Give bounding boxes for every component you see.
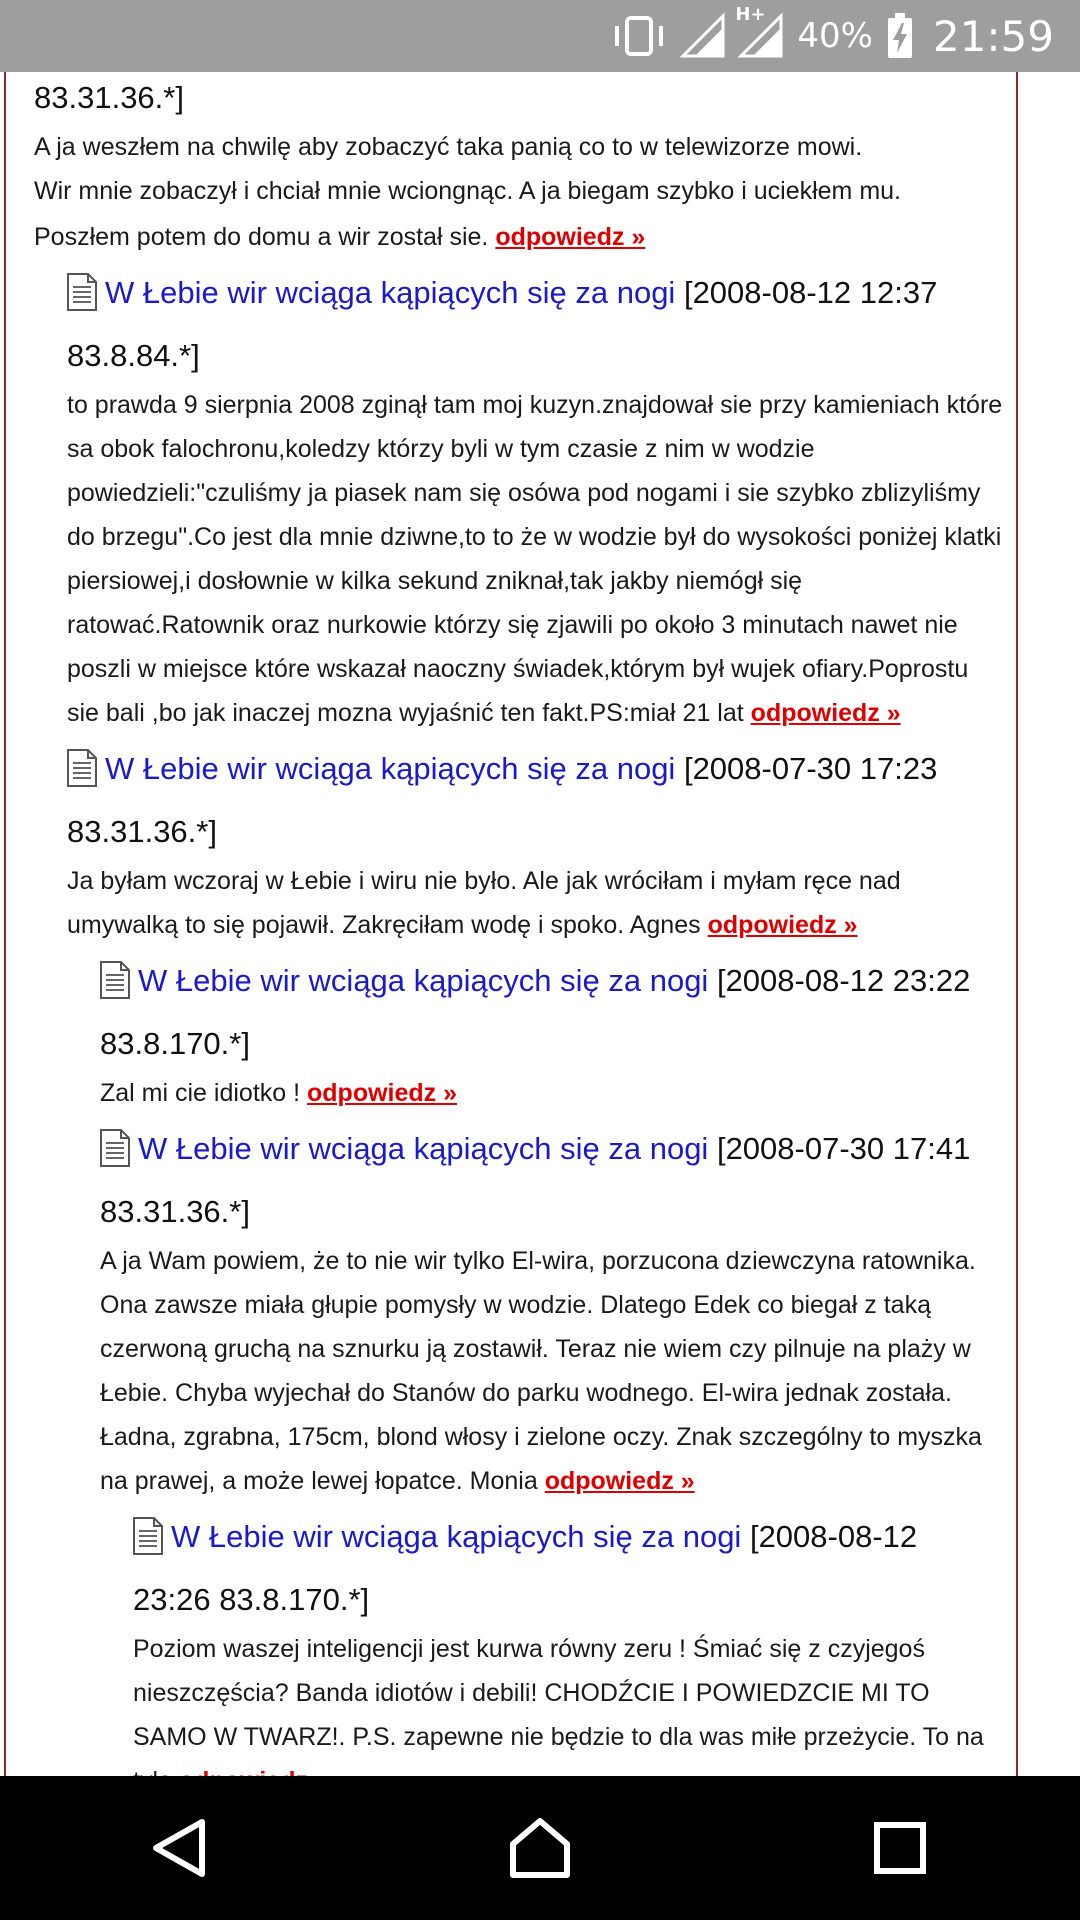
document-icon bbox=[100, 961, 130, 1016]
recents-icon bbox=[872, 1820, 928, 1876]
reply-link[interactable]: odpowiedz » bbox=[750, 699, 901, 727]
comment-ip: 83.8.84.*] bbox=[67, 338, 200, 373]
comment-body: Poziom waszej inteligencji jest kurwa równy zeru ! Śmiać się z czyjegoś nieszczęścia? Banda idiotów i debili! CHODŹCIE I POWIEDZCIE MI TO SAMO W TWARZ!. P.S. zapewne nie będzie to dla was miłe przeżycie. To na bbox=[133, 1635, 984, 1751]
document-icon bbox=[67, 273, 97, 328]
status-bar bbox=[0, 0, 1080, 72]
back-icon bbox=[150, 1816, 210, 1880]
reply-link[interactable]: odpowiedz » bbox=[707, 911, 858, 939]
comment-date: [2008-07-30 17:41 bbox=[716, 1131, 971, 1166]
comment-intro bbox=[34, 70, 1006, 259]
comment-date: [2008-08-12 bbox=[749, 1519, 918, 1554]
comment-body-line: Wir mnie zobaczył i chciał mnie wciongnąc. A ja biegam szybko i uciekłem mu. bbox=[34, 177, 902, 205]
comment-title-link[interactable]: W Łebie wir wciąga kąpiących się za nogi bbox=[105, 275, 676, 310]
battery-percent: 40% bbox=[797, 16, 873, 56]
comment-body: Ja byłam wczoraj w Łebie i wiru nie było. Ale jak wróciłam i myłam ręce nad umywalką to się pojawił. Zakręciłam wodę i spoko. Agnes bbox=[67, 867, 901, 939]
comment-body-line: Poszłem potem do domu a wir został sie. bbox=[34, 223, 489, 251]
comment-body: A ja Wam powiem, że to nie wir tylko El-wira, porzucona dziewczyna ratownika. Ona zawsze miała głupie pomysły w wodzie. Dlatego Edek co biegał z taką czerwoną gruchą na sznurku ją zostawił. Teraz nie wiem czy pilnuje na plaży w Łebie. Chyba wyjechał do Stanów do parku wodnego. El-wira jednak została. Ładna, zgrabna, 175cm, blond włosy i zielone oczy. Znak szczególny to myszka na prawej, a może lewej łopatce. Monia bbox=[100, 1247, 982, 1495]
comment-thread bbox=[6, 64, 1006, 1805]
recents-button[interactable] bbox=[840, 1798, 960, 1898]
comment-body: to prawda 9 sierpnia 2008 zginął tam moj kuzyn.znajdował sie przy kamieniach które sa obok falochronu,koledzy którzy byli w tym czasie z nim w wodzie powiedzieli:"czuliśmy ja piasek nam się osówa pod nogami i sie szybko zblizyliśmy do brzegu".Co jest dla mnie dziwne,to to że w wodzie był do wysokości poniżej klatki piersiowej,i dosłownie w kilka sekund zniknał,tak jakby niemógł się ratować.Ratownik oraz nurkowie którzy się zjawili po około 3 minutach nawet nie poszli w miejsce które wskazał naoczny świadek,którym był wujek ofiary.Poprostu sie bali ,bo jak inaczej mozna wyjaśnić ten fakt.PS:miał 21 lat bbox=[67, 391, 1003, 727]
home-icon bbox=[508, 1816, 572, 1880]
network-type-label: H+ bbox=[735, 4, 766, 25]
comment bbox=[133, 1509, 1006, 1803]
comment-ip: 83.31.36.*] bbox=[67, 814, 217, 849]
comment-body-line: A ja weszłem na chwilę aby zobaczyć taka panią co to w telewizorze mowi. bbox=[34, 133, 863, 161]
signal-hplus-icon bbox=[735, 4, 783, 58]
comment-title-link[interactable]: W Łebie wir wciąga kąpiących się za nogi bbox=[138, 963, 709, 998]
signal-icon bbox=[681, 14, 725, 58]
comment-ip: 23:26 83.8.170.*] bbox=[133, 1582, 370, 1617]
document-icon bbox=[67, 749, 97, 804]
document-icon bbox=[133, 1517, 163, 1572]
back-button[interactable] bbox=[120, 1798, 240, 1898]
reply-link[interactable]: odpowiedz » bbox=[495, 223, 646, 251]
document-icon bbox=[100, 1129, 130, 1184]
page-frame bbox=[4, 72, 1018, 1776]
browser-content[interactable] bbox=[0, 72, 1080, 1776]
comment-meta: 83.31.36.*] bbox=[34, 80, 184, 115]
comment-title-link[interactable]: W Łebie wir wciąga kąpiących się za nogi bbox=[171, 1519, 742, 1554]
comment bbox=[100, 953, 1006, 1115]
reply-link[interactable]: odpowiedz » bbox=[544, 1467, 695, 1495]
comment-title-link[interactable]: W Łebie wir wciąga kąpiących się za nogi bbox=[138, 1131, 709, 1166]
comment bbox=[100, 1121, 1006, 1503]
home-button[interactable] bbox=[480, 1798, 600, 1898]
comment-date: [2008-08-12 12:37 bbox=[683, 275, 938, 310]
vibrate-icon bbox=[611, 14, 667, 58]
battery-charging-icon bbox=[887, 13, 913, 59]
comment-ip: 83.8.170.*] bbox=[100, 1026, 250, 1061]
reply-link[interactable]: odpowiedz » bbox=[307, 1079, 458, 1107]
comment bbox=[67, 741, 1006, 947]
comment-date: [2008-08-12 23:22 bbox=[716, 963, 971, 998]
comment-ip: 83.31.36.*] bbox=[100, 1194, 250, 1229]
comment bbox=[67, 265, 1006, 735]
comment-body: Zal mi cie idiotko ! bbox=[100, 1079, 301, 1107]
comment-title-link[interactable]: W Łebie wir wciąga kąpiących się za nogi bbox=[105, 751, 676, 786]
comment-date: [2008-07-30 17:23 bbox=[683, 751, 938, 786]
clock: 21:59 bbox=[932, 11, 1054, 61]
navigation-bar bbox=[0, 1776, 1080, 1920]
